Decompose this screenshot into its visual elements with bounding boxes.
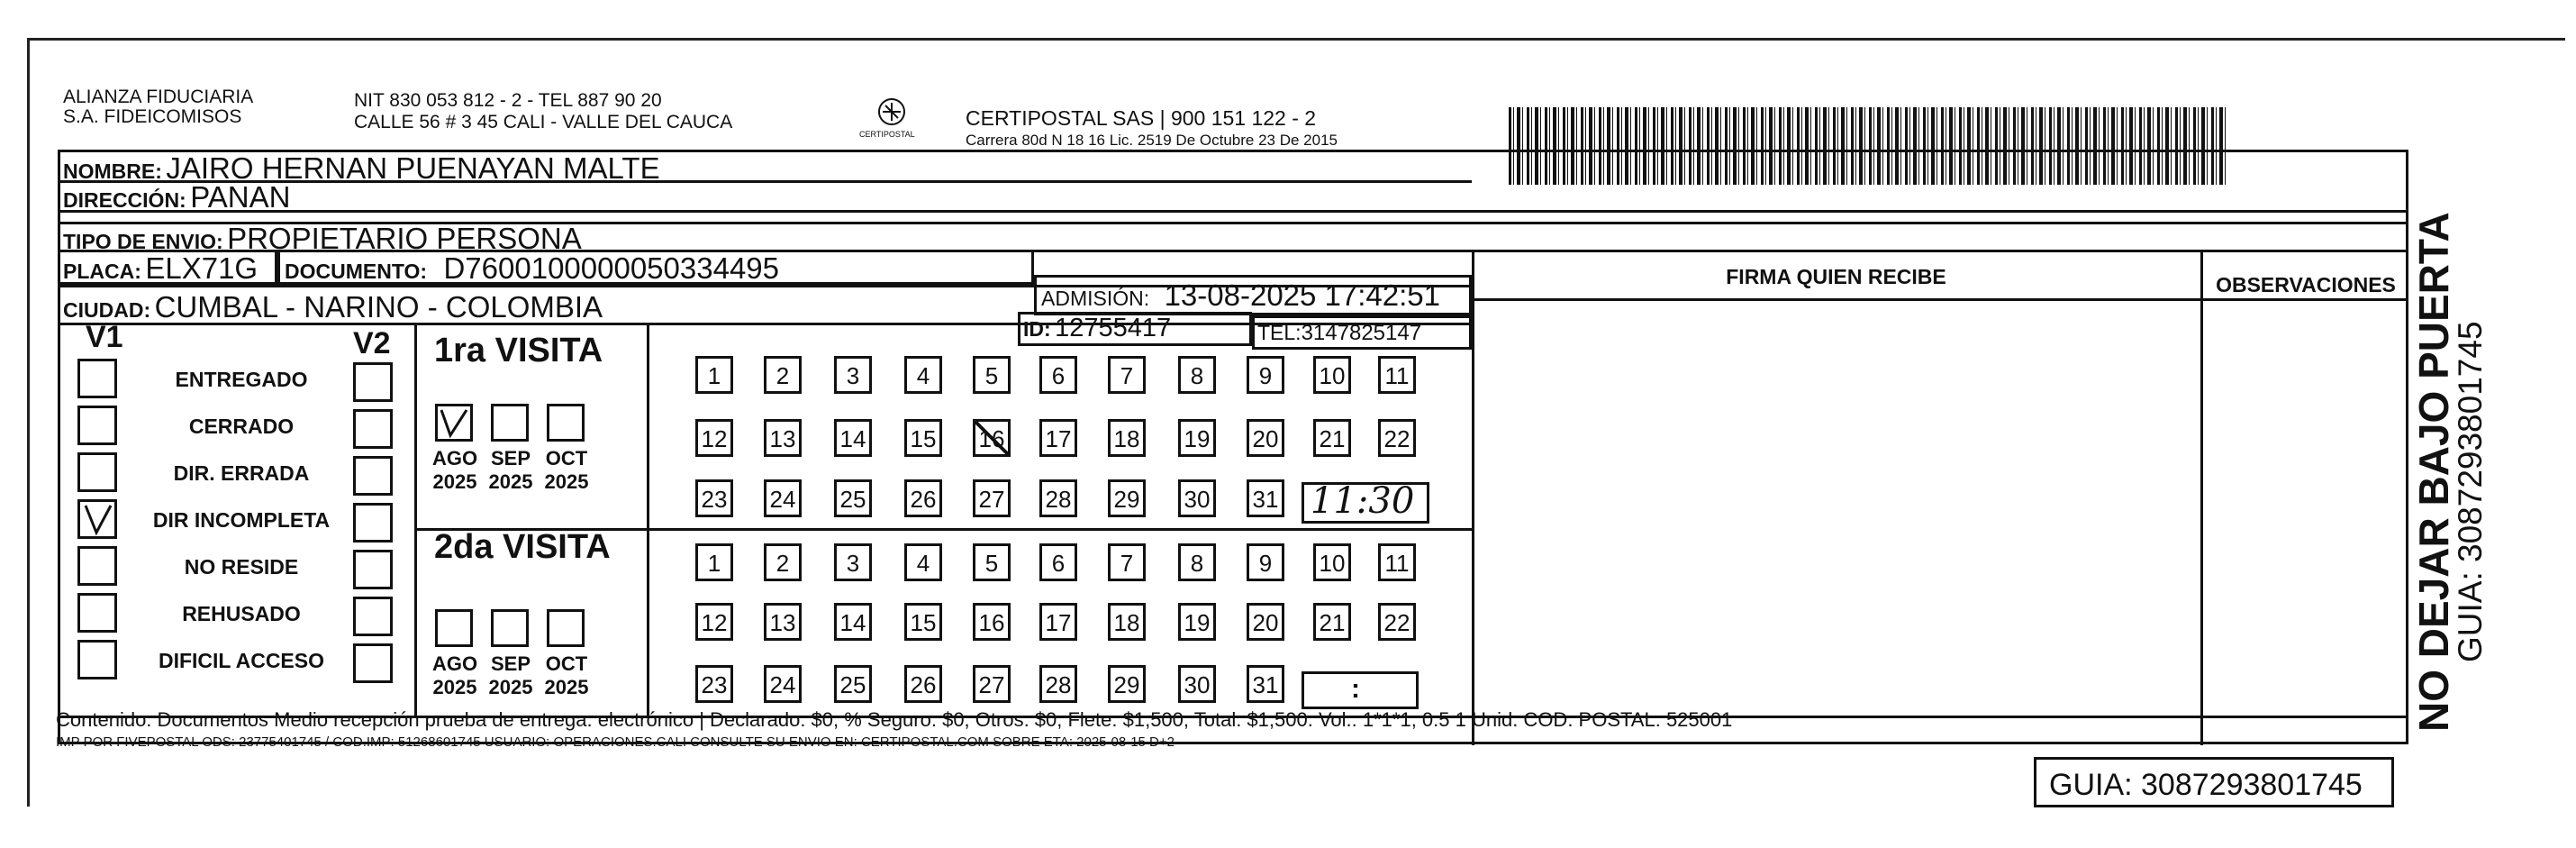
day-box-31[interactable]: 31: [1247, 665, 1284, 703]
first-visit-time: 11:30: [1311, 480, 1415, 522]
month-checkbox-oct[interactable]: [547, 404, 585, 442]
day-box-1[interactable]: 1: [695, 543, 733, 581]
certipostal-logo: [856, 94, 928, 150]
status-reason-label: ENTREGADO: [175, 368, 308, 391]
side-guia: GUIA: 3087293801745: [2452, 321, 2489, 662]
day-box-8[interactable]: 8: [1178, 543, 1216, 581]
month-label: [538, 447, 595, 494]
day-box-6[interactable]: 6: [1039, 356, 1077, 394]
tipo-envio-value: PROPIETARIO PERSONA: [227, 222, 582, 255]
day-box-20[interactable]: 20: [1247, 419, 1284, 457]
month-year: 2025: [544, 676, 589, 698]
status-reason-label: DIR. ERRADA: [173, 461, 310, 485]
day-box-10[interactable]: 10: [1313, 356, 1351, 394]
day-box-27[interactable]: 27: [973, 665, 1011, 703]
month-checkbox-sep[interactable]: [491, 609, 529, 647]
day-box-22[interactable]: 22: [1378, 603, 1416, 641]
status-reason-label: DIFICIL ACCESO: [158, 649, 324, 672]
v1-checkbox[interactable]: [77, 640, 117, 679]
status-divider: [414, 323, 417, 716]
day-box-31[interactable]: 31: [1247, 479, 1284, 517]
month-label: [482, 447, 540, 494]
second-visit-title: 2da VISITA: [434, 528, 611, 566]
v1-label: V1: [86, 320, 123, 354]
month-checkbox-ago[interactable]: [435, 404, 473, 442]
carrier-line: CERTIPOSTAL SAS | 900 151 122 - 2: [966, 106, 1317, 130]
logo-caption: CERTIPOSTAL: [859, 130, 915, 139]
day-box-18[interactable]: 18: [1108, 419, 1146, 457]
day-box-17[interactable]: 17: [1039, 419, 1077, 457]
day-box-4[interactable]: 4: [904, 543, 942, 581]
v2-checkbox[interactable]: [353, 550, 393, 589]
day-box-15[interactable]: 15: [904, 603, 942, 641]
firma-divider: [1472, 250, 1474, 745]
row-line: [58, 210, 2408, 213]
month-name: SEP: [490, 652, 531, 675]
v1-checkbox[interactable]: [77, 406, 117, 445]
day-box-26[interactable]: 26: [904, 665, 942, 703]
day-box-28[interactable]: 28: [1039, 665, 1077, 703]
day-box-11[interactable]: 11: [1378, 356, 1416, 394]
day-box-2[interactable]: 2: [764, 356, 802, 394]
day-box-28[interactable]: 28: [1039, 479, 1077, 517]
id-label: ID:: [1023, 317, 1051, 341]
month-checkbox-sep[interactable]: [491, 404, 529, 442]
v1-checkbox[interactable]: [77, 359, 117, 398]
status-reason-label: NO RESIDE: [184, 555, 299, 579]
v1-checkbox[interactable]: [77, 499, 117, 539]
month-label: [538, 652, 595, 699]
address-line: CALLE 56 # 3 45 CALI - VALLE DEL CAUCA: [354, 112, 733, 132]
day-box-24[interactable]: 24: [764, 479, 802, 517]
tel-value: 3147825147: [1301, 321, 1422, 345]
month-year: 2025: [488, 470, 533, 493]
day-box-5[interactable]: 5: [973, 543, 1011, 581]
month-label: [426, 652, 484, 699]
documento-value: D7600100000050334495: [443, 251, 780, 285]
day-box-13[interactable]: 13: [764, 419, 802, 457]
v1-checkbox[interactable]: [77, 593, 117, 633]
direccion-label: DIRECCIÓN:: [63, 188, 186, 212]
day-box-19[interactable]: 19: [1178, 419, 1216, 457]
month-year: 2025: [432, 676, 477, 698]
admision-value: 13-08-2025 17:42:51: [1164, 278, 1441, 312]
day-box-8[interactable]: 8: [1178, 356, 1216, 394]
ciudad-label: CIUDAD:: [63, 298, 151, 322]
month-label: [426, 447, 484, 494]
first-visit-title: 1ra VISITA: [434, 332, 603, 369]
month-name: AGO: [431, 652, 478, 675]
day-box-20[interactable]: 20: [1247, 603, 1284, 641]
month-checkbox-ago[interactable]: [435, 609, 473, 647]
day-box-13[interactable]: 13: [764, 603, 802, 641]
status-reason-label: REHUSADO: [182, 602, 301, 625]
month-year: 2025: [432, 470, 477, 493]
day-box-1[interactable]: 1: [695, 356, 733, 394]
v2-checkbox[interactable]: [353, 503, 393, 543]
day-box-19[interactable]: 19: [1178, 603, 1216, 641]
day-box-30[interactable]: 30: [1178, 479, 1216, 517]
day-box-5[interactable]: 5: [973, 356, 1011, 394]
v2-checkbox[interactable]: [353, 597, 393, 636]
day-box-17[interactable]: 17: [1039, 603, 1077, 641]
tipo-envio-label: TIPO DE ENVIO:: [63, 230, 223, 253]
placa-label: PLACA:: [63, 260, 141, 283]
day-box-30[interactable]: 30: [1178, 665, 1216, 703]
day-box-16[interactable]: 16: [973, 419, 1011, 457]
v1-checkbox[interactable]: [77, 452, 117, 492]
day-box-14[interactable]: 14: [834, 419, 872, 457]
day-box-26[interactable]: 26: [904, 479, 942, 517]
day-box-25[interactable]: 25: [834, 479, 872, 517]
nit-line: NIT 830 053 812 - 2 - TEL 887 90 20: [354, 90, 662, 111]
no-dejar-warning: NO DEJAR BAJO PUERTA: [2410, 212, 2457, 732]
day-box-6[interactable]: 6: [1039, 543, 1077, 581]
day-box-29[interactable]: 29: [1108, 479, 1146, 517]
day-box-29[interactable]: 29: [1108, 665, 1146, 703]
company-line-2: S.A. FIDEICOMISOS: [63, 106, 242, 127]
month-checkbox-oct[interactable]: [547, 609, 585, 647]
ciudad-value: CUMBAL - NARINO - COLOMBIA: [154, 290, 603, 324]
v1-checkbox[interactable]: [77, 546, 117, 586]
day-box-2[interactable]: 2: [764, 543, 802, 581]
day-box-7[interactable]: 7: [1108, 356, 1146, 394]
day-box-10[interactable]: 10: [1313, 543, 1351, 581]
documento-label: DOCUMENTO:: [285, 260, 428, 283]
observaciones-divider: [2200, 250, 2203, 745]
day-box-14[interactable]: 14: [834, 603, 872, 641]
month-name: AGO: [431, 447, 478, 470]
day-box-18[interactable]: 18: [1108, 603, 1146, 641]
direccion-value: PANAN: [190, 180, 291, 214]
day-box-27[interactable]: 27: [973, 479, 1011, 517]
day-box-3[interactable]: 3: [834, 543, 872, 581]
v2-checkbox[interactable]: [353, 409, 393, 449]
status-reason-label: DIR INCOMPLETA: [152, 508, 331, 532]
day-box-23[interactable]: 23: [695, 665, 733, 703]
day-box-23[interactable]: 23: [695, 479, 733, 517]
day-box-24[interactable]: 24: [764, 665, 802, 703]
day-box-25[interactable]: 25: [834, 665, 872, 703]
v2-checkbox[interactable]: [353, 362, 393, 402]
day-box-3[interactable]: 3: [834, 356, 872, 394]
observaciones-label: OBSERVACIONES: [2216, 273, 2396, 296]
placa-value: ELX71G: [145, 251, 259, 285]
id-value: 12755417: [1055, 314, 1172, 342]
day-box-9[interactable]: 9: [1247, 356, 1284, 394]
second-visit-time-box[interactable]: [1302, 671, 1419, 709]
day-box-22[interactable]: 22: [1378, 419, 1416, 457]
direccion-row: [63, 180, 290, 214]
firma-label: FIRMA QUIEN RECIBE: [1726, 265, 1946, 288]
guia-box-text: GUIA: 3087293801745: [2049, 768, 2363, 802]
company-line-1: ALIANZA FIDUCIARIA: [63, 87, 254, 107]
day-box-12[interactable]: 12: [695, 603, 733, 641]
day-box-12[interactable]: 12: [695, 419, 733, 457]
admision-label: ADMISIÓN:: [1041, 287, 1150, 310]
day-box-15[interactable]: 15: [904, 419, 942, 457]
day-box-16[interactable]: 16: [973, 603, 1011, 641]
day-box-7[interactable]: 7: [1108, 543, 1146, 581]
v2-checkbox[interactable]: [353, 456, 393, 496]
nombre-value: JAIRO HERNAN PUENAYAN MALTE: [166, 151, 660, 185]
day-box-21[interactable]: 21: [1313, 419, 1351, 457]
month-name: SEP: [490, 447, 531, 470]
day-box-11[interactable]: 11: [1378, 543, 1416, 581]
nombre-label: NOMBRE:: [63, 160, 162, 183]
day-box-4[interactable]: 4: [904, 356, 942, 394]
right-header-line: [1472, 298, 2408, 301]
month-year: 2025: [488, 676, 533, 698]
v2-checkbox[interactable]: [353, 643, 393, 683]
day-box-9[interactable]: 9: [1247, 543, 1284, 581]
contenido-text: Contenido: Documentos Medio recepción prueba de entrega: electrónico | Declarado: $0, % Seguro: $0, Otros: $0, Flete: $1,500, Total: $1,500. Vol.: 1*1*1, 0.5 1 Unid. COD. POSTAL: 525001: [56, 708, 1733, 731]
v2-label: V2: [353, 326, 391, 360]
day-box-21[interactable]: 21: [1313, 603, 1351, 641]
visit-divider: [647, 323, 649, 716]
month-label: [482, 652, 540, 699]
month-name: OCT: [545, 652, 588, 675]
month-name: OCT: [545, 447, 588, 470]
tel-label: TEL:: [1257, 321, 1302, 344]
second-visit-time: :: [1351, 674, 1360, 704]
imp-text: IMP POR FIVEPOSTAL ODS: 23775401745 / COD.IMP: 51268601745 USUARIO: OPERACIONES.CALI CONSULTE SU ENVIO EN: CERTIPOSTAL.COM SOBRE ETA: 2025-08-15 D+2: [56, 734, 1175, 750]
status-reason-label: CERRADO: [188, 415, 295, 438]
month-year: 2025: [544, 470, 589, 493]
carrier-license: Carrera 80d N 18 16 Lic. 2519 De Octubre 23 De 2015: [966, 132, 1338, 149]
